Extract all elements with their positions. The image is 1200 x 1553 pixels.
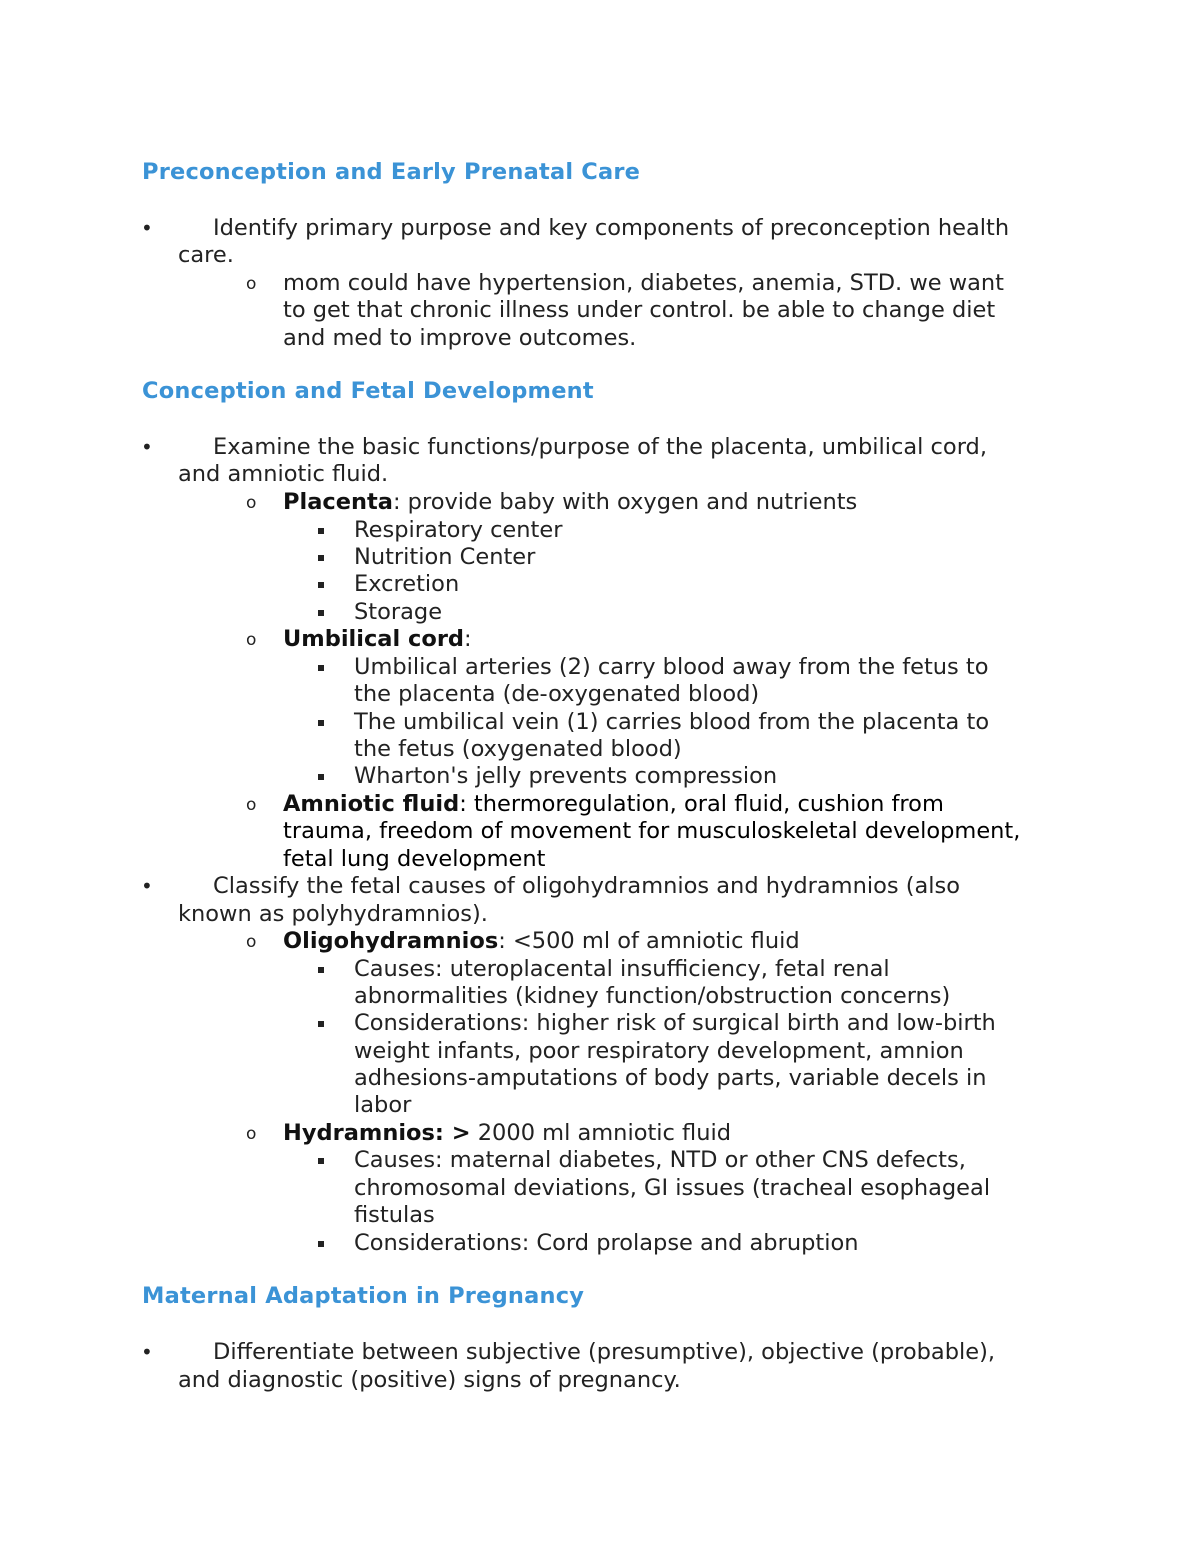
list-item-text: and amniotic fluid. [178, 461, 389, 487]
list-item-text: Considerations: Cord prolapse and abruption [354, 1230, 859, 1256]
term-text: : provide baby with oxygen and nutrients [392, 489, 858, 515]
list-item-text: The umbilical vein (1) carries blood from the placenta to [354, 709, 990, 735]
list-item-text: Differentiate between subjective (presumptive), objective (probable), [213, 1339, 996, 1365]
square-bullet-icon [318, 1241, 324, 1247]
bullet-icon: • [141, 435, 153, 459]
section-heading: Preconception and Early Prenatal Care [142, 159, 641, 185]
list-item-text: the fetus (oxygenated blood) [354, 736, 682, 762]
term-label: Placenta [283, 489, 393, 515]
list-item-text [283, 488, 857, 516]
square-bullet-icon [318, 582, 324, 588]
list-item-text: Wharton's jelly prevents compression [354, 763, 778, 789]
circle-bullet-icon: o [246, 630, 257, 650]
list-item-text: care. [178, 242, 234, 268]
list-item-text: Umbilical arteries (2) carry blood away from the fetus to [354, 654, 989, 680]
list-item-text: trauma, freedom of movement for musculoskeletal development, [283, 818, 1021, 844]
square-bullet-icon [318, 555, 324, 561]
square-bullet-icon [318, 1158, 324, 1164]
list-item-text: known as polyhydramnios). [178, 901, 488, 927]
term-text: 2000 ml amniotic fluid [470, 1120, 732, 1146]
circle-bullet-icon: o [246, 493, 257, 513]
term-text: : <500 ml of amniotic fluid [498, 928, 800, 954]
square-bullet-icon [318, 967, 324, 973]
list-item-text: Identify primary purpose and key components of preconception health [213, 215, 1010, 241]
list-item-text: to get that chronic illness under control. be able to change diet [283, 297, 996, 323]
list-item-text: mom could have hypertension, diabetes, anemia, STD. we want [283, 270, 1004, 296]
list-item-text: fistulas [354, 1202, 435, 1228]
list-item-text: adhesions-amputations of body parts, variable decels in [354, 1065, 987, 1091]
circle-bullet-icon: o [246, 932, 257, 952]
circle-bullet-icon: o [246, 795, 257, 815]
term-label: Umbilical cord [283, 626, 465, 652]
list-item-text: abnormalities (kidney function/obstruction concerns) [354, 983, 951, 1009]
square-bullet-icon [318, 774, 324, 780]
list-item-text: Storage [354, 599, 443, 625]
list-item-text: and med to improve outcomes. [283, 325, 637, 351]
list-item-text [283, 790, 944, 818]
section-heading: Conception and Fetal Development [142, 378, 594, 404]
square-bullet-icon [318, 1021, 324, 1027]
list-item-text: weight infants, poor respiratory development, amnion [354, 1038, 964, 1064]
list-item-text: Excretion [354, 571, 460, 597]
square-bullet-icon [318, 528, 324, 534]
square-bullet-icon [318, 720, 324, 726]
term-text: : [464, 626, 472, 652]
bullet-icon: • [141, 1340, 153, 1364]
list-item-text: Examine the basic functions/purpose of the placenta, umbilical cord, [213, 434, 987, 460]
list-item-text: Classify the fetal causes of oligohydramnios and hydramnios (also [213, 873, 961, 899]
term-label: Amniotic fluid [283, 791, 460, 817]
section-heading: Maternal Adaptation in Pregnancy [142, 1283, 585, 1309]
square-bullet-icon [318, 665, 324, 671]
list-item-text: the placenta (de-oxygenated blood) [354, 681, 760, 707]
term-label: Oligohydramnios [283, 928, 499, 954]
list-item-text: chromosomal deviations, GI issues (tracheal esophageal [354, 1175, 991, 1201]
list-item-text: labor [354, 1092, 412, 1118]
list-item-text: Respiratory center [354, 517, 563, 543]
bullet-icon: • [141, 216, 153, 240]
list-item-text: Nutrition Center [354, 544, 536, 570]
term-label: Hydramnios: > [283, 1120, 471, 1146]
circle-bullet-icon: o [246, 274, 257, 294]
term-text: : thermoregulation, oral fluid, cushion from [459, 791, 944, 817]
list-item-text: Considerations: higher risk of surgical birth and low-birth [354, 1010, 996, 1036]
list-item-text: Causes: uteroplacental insufficiency, fetal renal [354, 956, 890, 982]
square-bullet-icon [318, 610, 324, 616]
list-item-text: fetal lung development [283, 846, 546, 872]
bullet-icon: • [141, 874, 153, 898]
list-item-text: Causes: maternal diabetes, NTD or other CNS defects, [354, 1147, 966, 1173]
list-item-text: and diagnostic (positive) signs of pregnancy. [178, 1367, 681, 1393]
list-item-text [283, 927, 800, 955]
list-item-text [283, 1119, 731, 1147]
list-item-text [283, 625, 472, 653]
circle-bullet-icon: o [246, 1124, 257, 1144]
